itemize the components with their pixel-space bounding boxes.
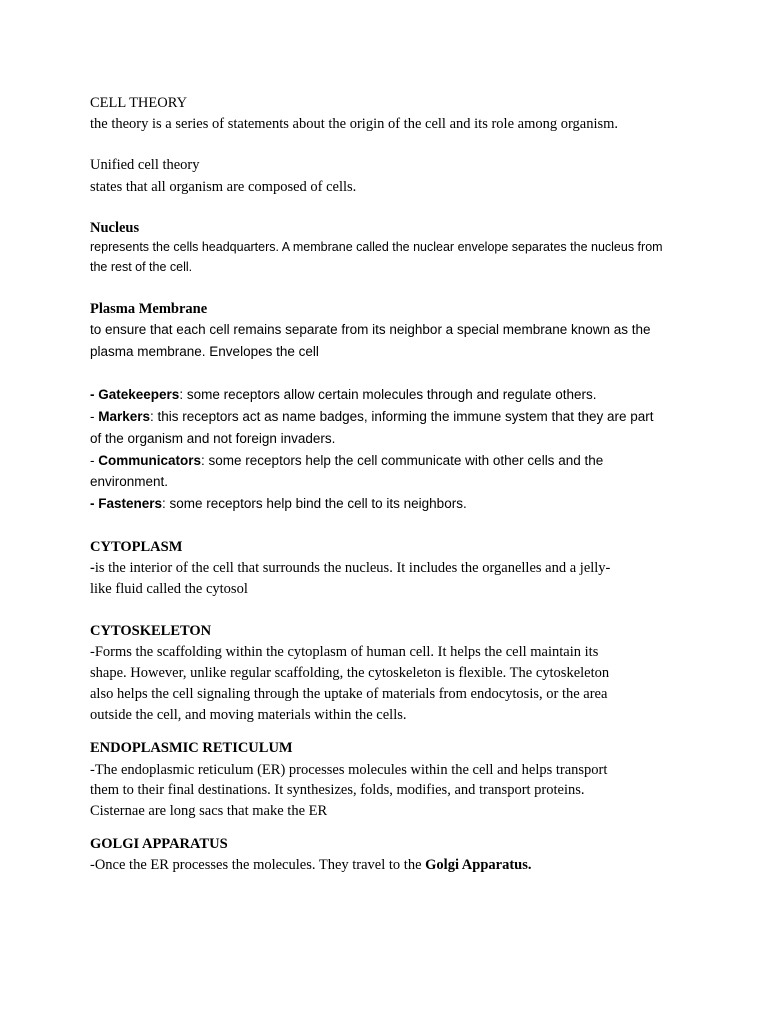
nucleus-text-line-2: the rest of the cell. xyxy=(90,260,193,274)
cytoskeleton-text-line-1: -Forms the scaffolding within the cytoplasm of human cell. It helps the cell maintain its xyxy=(90,644,599,660)
cell-theory-heading: CELL THEORY xyxy=(90,95,188,111)
markers-description-line-2: of the organism and not foreign invaders. xyxy=(90,431,336,446)
fasteners-item xyxy=(90,497,467,511)
gatekeepers-item xyxy=(90,388,597,402)
communicators-prefix: - xyxy=(90,453,99,468)
gatekeepers-term: - Gatekeepers xyxy=(90,387,180,402)
cytoskeleton-text-line-3: also helps the cell signaling through the uptake of materials from endocytosis, or the area xyxy=(90,686,608,702)
markers-prefix: - xyxy=(90,409,99,424)
communicators-term: Communicators xyxy=(98,453,202,468)
cytoplasm-text-line-2: like fluid called the cytosol xyxy=(90,581,248,597)
markers-item xyxy=(90,410,654,424)
plasma-membrane-text-line-2: plasma membrane. Envelopes the cell xyxy=(90,344,319,359)
unified-cell-theory-heading: Unified cell theory xyxy=(90,157,200,173)
fasteners-term: - Fasteners xyxy=(90,496,163,511)
cytoplasm-text-line-1 xyxy=(90,561,610,576)
golgi-text xyxy=(90,858,532,873)
communicators-item xyxy=(90,454,603,468)
fasteners-description: : some receptors help bind the cell to its neighbors. xyxy=(162,496,467,511)
golgi-text-bold: Golgi Apparatus. xyxy=(425,857,532,873)
markers-description: : this receptors act as name badges, informing the immune system that they are part xyxy=(150,409,654,424)
golgi-text-plain: -Once the ER processes the molecules. They travel to the xyxy=(90,857,426,873)
nucleus-text-line-1: represents the cells headquarters. A membrane called the nuclear envelope separates the nucleus from xyxy=(90,240,663,254)
er-heading: ENDOPLASMIC RETICULUM xyxy=(90,740,293,756)
gatekeepers-description: : some receptors allow certain molecules through and regulate others. xyxy=(179,387,597,402)
unified-cell-theory-text: states that all organism are composed of cells. xyxy=(90,179,357,195)
cytoskeleton-text-line-4: outside the cell, and moving materials within the cells. xyxy=(90,707,407,723)
cytoplasm-heading: CYTOPLASM xyxy=(90,539,183,555)
er-text-line-1: -The endoplasmic reticulum (ER) processes molecules within the cell and helps transport xyxy=(90,762,608,778)
markers-term: Markers xyxy=(98,409,151,424)
plasma-membrane-heading: Plasma Membrane xyxy=(90,301,208,317)
er-text-line-2: them to their final destinations. It synthesizes, folds, modifies, and transport proteins. xyxy=(90,782,585,798)
golgi-heading: GOLGI APPARATUS xyxy=(90,836,228,852)
cytoskeleton-heading: CYTOSKELETON xyxy=(90,623,212,639)
er-text-line-3: Cisternae are long sacs that make the ER xyxy=(90,803,328,819)
communicators-description: : some receptors help the cell communicate with other cells and the xyxy=(201,453,604,468)
plasma-membrane-text-line-1: to ensure that each cell remains separate from its neighbor a special membrane known as the xyxy=(90,322,651,337)
cytoplasm-dash: - xyxy=(90,560,95,576)
cytoskeleton-text-line-2: shape. However, unlike regular scaffolding, the cytoskeleton is flexible. The cytoskeleton xyxy=(90,665,610,681)
cytoplasm-line-1-text: is the interior of the cell that surrounds the nucleus. It includes the organelles and a jelly- xyxy=(94,560,611,576)
nucleus-heading: Nucleus xyxy=(90,220,140,236)
communicators-description-line-2: environment. xyxy=(90,474,169,489)
cell-theory-text: the theory is a series of statements about the origin of the cell and its role among organism. xyxy=(90,116,619,132)
